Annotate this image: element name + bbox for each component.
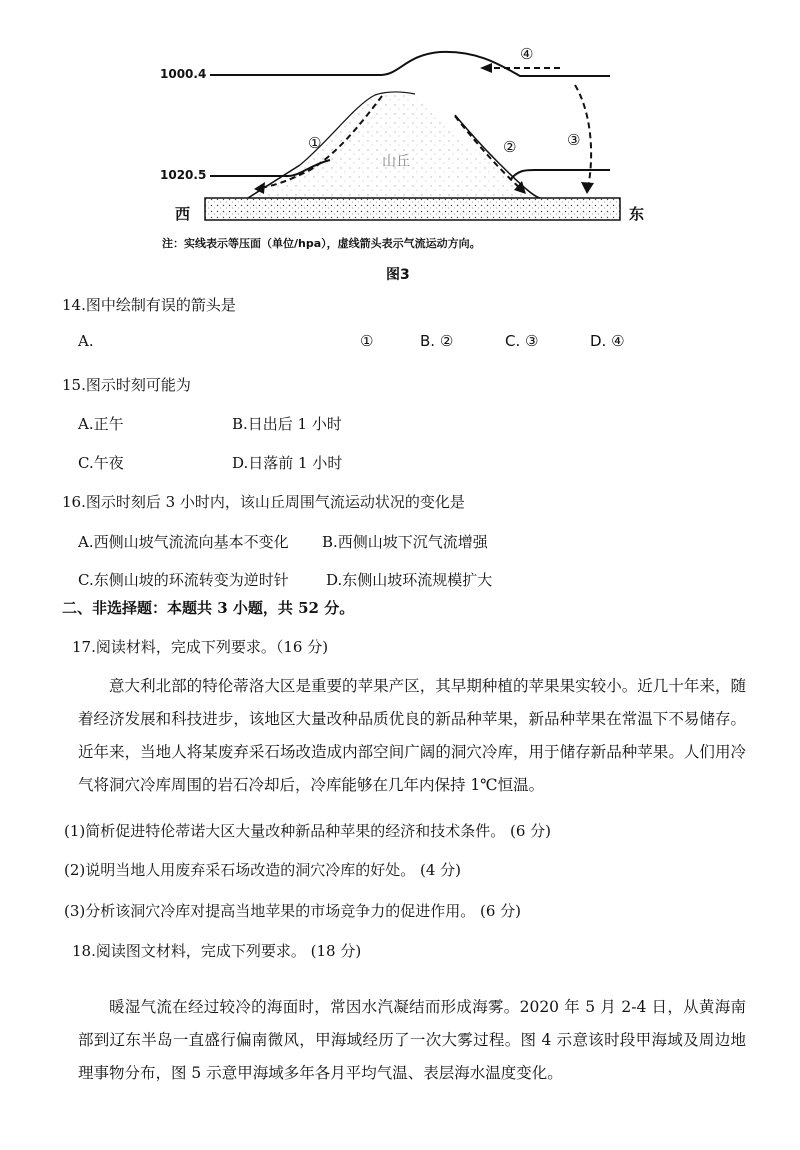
q17-sub-1: (1)简析促进特伦蒂诺大区大量改种新品种苹果的经济和技术条件。 (6 分) <box>64 822 552 840</box>
arrow-1-label: ① <box>308 134 322 152</box>
figure-note: 注：实线表示等压面（单位/hpa），虚线箭头表示气流运动方向。 <box>162 237 481 250</box>
isobar-1000-4 <box>210 52 610 76</box>
section-2-heading: 二、非选择题：本题共 3 小题，共 52 分。 <box>62 599 355 617</box>
mountain-label: 山丘 <box>382 154 410 170</box>
q14-stem: 14.图中绘制有误的箭头是 <box>62 296 236 314</box>
q16-option-c: C.东侧山坡的环流转变为逆时针 <box>78 571 289 589</box>
hill <box>248 93 538 198</box>
q14-option-b: B. ② <box>420 332 454 350</box>
isobar-top-label: 1000.4 <box>160 67 207 81</box>
q16-option-b: B.西侧山坡下沉气流增强 <box>322 533 488 551</box>
q15-option-d: D.日落前 1 小时 <box>232 454 343 472</box>
q17-sub-2: (2)说明当地人用废弃采石场改造的洞穴冷库的好处。 (4 分) <box>64 861 462 879</box>
q15-option-b: B.日出后 1 小时 <box>232 415 342 433</box>
figure-caption: 图3 <box>386 267 410 283</box>
q17-sub-3: (3)分析该洞穴冷库对提高当地苹果的市场竞争力的促进作用。 (6 分) <box>64 902 522 920</box>
arrow-3-label: ③ <box>567 131 581 149</box>
q14-option-a: A. <box>78 332 94 350</box>
q18-stem: 18.阅读图文材料，完成下列要求。 (18 分) <box>72 942 362 960</box>
q14-option-a-value: ① <box>360 332 374 350</box>
q15-option-a: A.正午 <box>78 415 124 433</box>
q16-option-d: D.东侧山坡环流规模扩大 <box>326 571 493 589</box>
q15-option-c: C.午夜 <box>78 454 124 472</box>
q14-option-d: D. ④ <box>590 332 625 350</box>
arrow-4-label: ④ <box>520 45 534 63</box>
q15-stem: 15.图示时刻可能为 <box>62 376 191 394</box>
arrow-2-label: ② <box>503 138 517 156</box>
east-label: 东 <box>629 205 645 223</box>
q14-option-c: C. ③ <box>505 332 539 350</box>
q16-stem: 16.图示时刻后 3 小时内，该山丘周围气流运动状况的变化是 <box>62 493 465 511</box>
q17-stem: 17.阅读材料，完成下列要求。（16 分) <box>72 638 329 656</box>
q17-material: 意大利北部的特伦蒂洛大区是重要的苹果产区，其早期种植的苹果果实较小。近几十年来，随着经济发展和科技进步，该地区大量改种品质优良的新品种苹果，新品种苹果在常温下不易储存。近年来，当地人将某废弃采石场改造成内部空间广阔的洞穴冷库，用于储存新品种苹果。人们用冷气将洞穴冷库周围的岩石冷却后，冷库能够在几年内保持 1℃恒温。 <box>78 677 746 794</box>
isobar-bottom-label: 1020.5 <box>160 168 207 182</box>
q18-material: 暖湿气流在经过较冷的海面时，常因水汽凝结而形成海雾。2020 年 5 月 2-4 日，从黄海南部到辽东半岛一直盛行偏南微风，甲海域经历了一次大雾过程。图 4 示意该时段甲海域及周边地理事物分布，图 5 示意甲海域多年各月平均气温、表层海水温度变化。 <box>78 998 746 1082</box>
q16-option-a: A.西侧山坡气流流向基本不变化 <box>78 533 289 551</box>
figure-3-diagram <box>150 30 650 270</box>
ground-strip <box>205 198 620 220</box>
west-label: 西 <box>175 205 191 223</box>
